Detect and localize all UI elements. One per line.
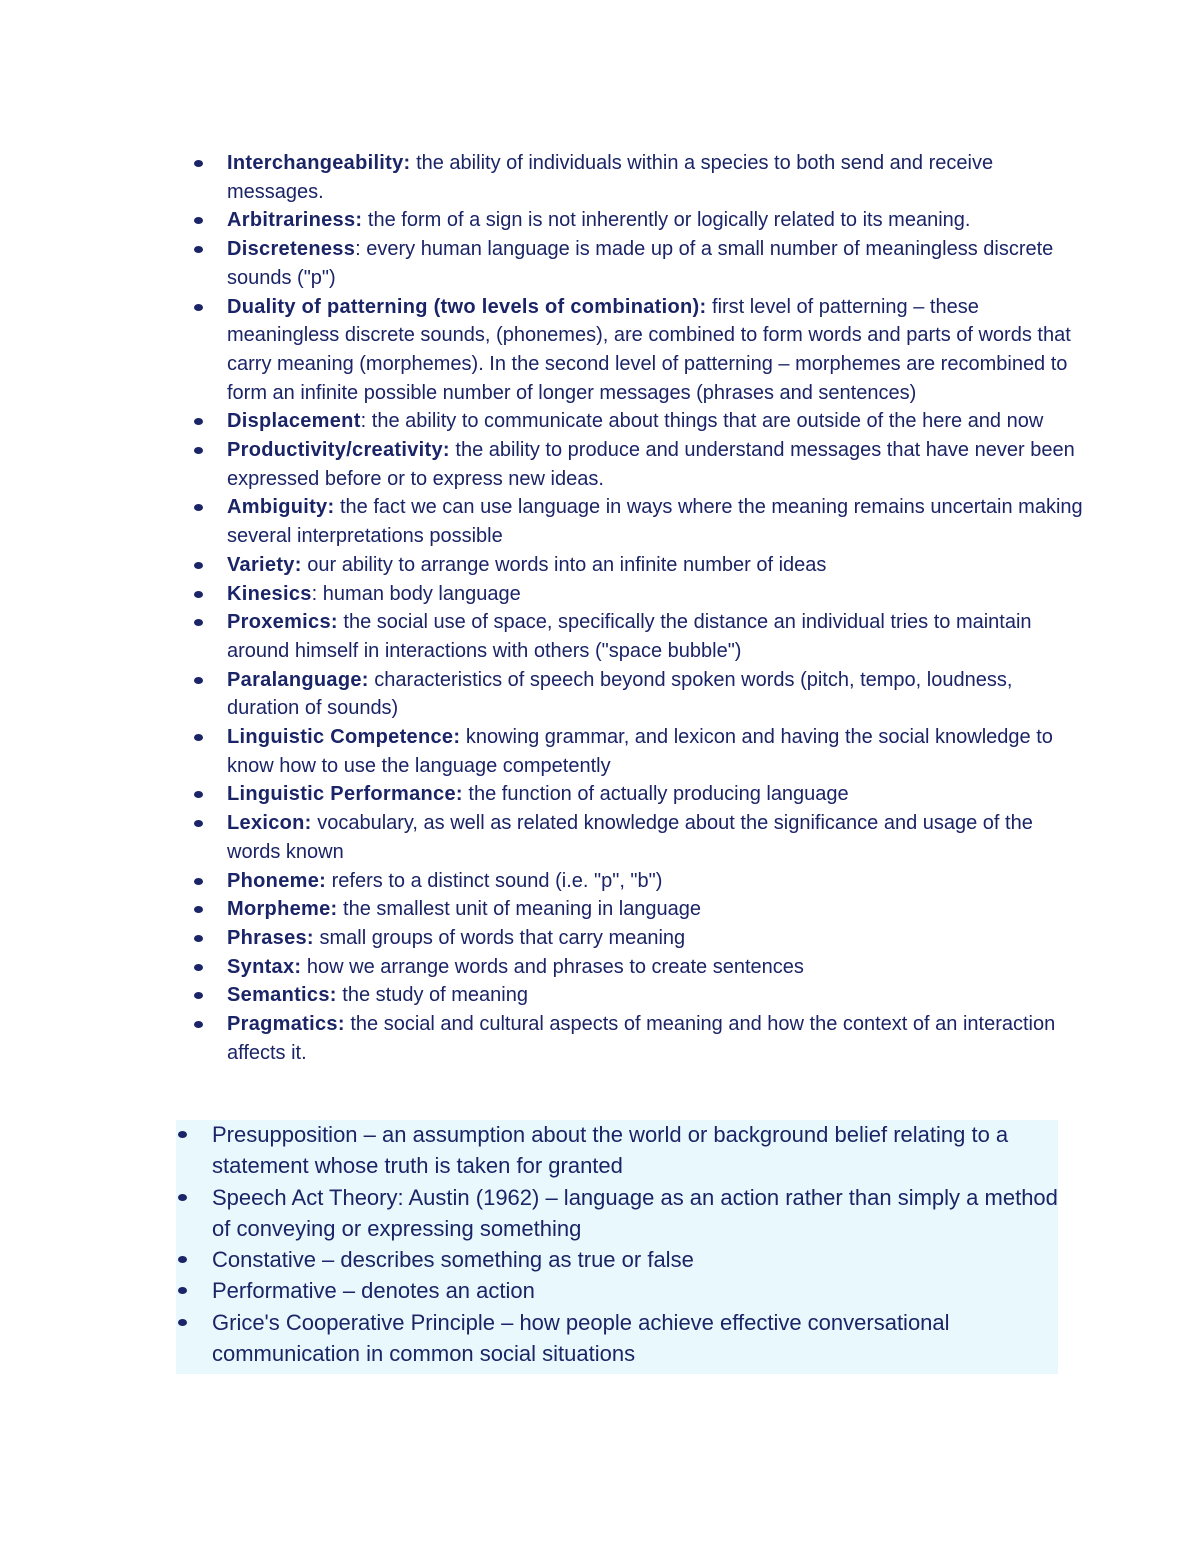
concept-text: Performative – denotes an action xyxy=(212,1278,535,1304)
list-item xyxy=(227,895,1087,924)
term-label: Linguistic Performance: xyxy=(227,783,463,806)
term-label: Phrases: xyxy=(227,926,314,949)
bullet-icon xyxy=(194,246,203,253)
term-definition: the form of a sign is not inherently or logically related to its meaning. xyxy=(362,209,971,232)
term-definition: the social and cultural aspects of meaning and how the context of an interaction affects it. xyxy=(227,1013,1056,1064)
term-definition: : human body language xyxy=(311,582,521,605)
term-definition: the social use of space, specifically the distance an individual tries to maintain around himself in interactions with others ("space bubble") xyxy=(227,611,1032,662)
term-definition: the smallest unit of meaning in language xyxy=(337,898,702,921)
term-label: Linguistic Competence: xyxy=(227,726,461,749)
term-definition: small groups of words that carry meaning xyxy=(313,926,686,949)
list-item xyxy=(227,407,1087,436)
list-item xyxy=(227,149,1087,206)
term-definition: : every human language is made up of a small number of meaningless discrete sounds ("p") xyxy=(227,238,1054,289)
bullet-icon xyxy=(194,791,203,798)
bullet-icon xyxy=(194,619,203,626)
term-label: Interchangeability: xyxy=(227,152,411,174)
list-item xyxy=(212,1275,1062,1306)
list-item xyxy=(212,1182,1062,1245)
term-label: Productivity/creativity: xyxy=(227,439,450,462)
term-label: Variety: xyxy=(227,553,302,576)
list-item xyxy=(227,924,1087,953)
term-label: Paralanguage: xyxy=(227,668,369,691)
concept-text: Grice's Cooperative Principle – how people achieve effective conversational communication in common social situations xyxy=(212,1309,950,1367)
term-definition: : the ability to communicate about things that are outside of the here and now xyxy=(360,410,1044,433)
list-item xyxy=(227,206,1087,235)
list-item xyxy=(212,1307,1062,1370)
term-definition: characteristics of speech beyond spoken words (pitch, tempo, loudness, duration of sounds) xyxy=(227,668,1013,720)
bullet-icon xyxy=(194,504,203,511)
term-label: Proxemics: xyxy=(227,611,338,634)
list-item xyxy=(227,780,1087,809)
list-item xyxy=(227,867,1087,896)
term-label: Displacement xyxy=(227,410,361,433)
term-label: Pragmatics: xyxy=(227,1013,345,1036)
bullet-icon xyxy=(194,562,203,569)
list-item xyxy=(227,953,1087,982)
list-item xyxy=(227,551,1087,580)
list-item xyxy=(227,981,1087,1010)
list-item xyxy=(227,723,1087,780)
list-item xyxy=(227,436,1087,493)
term-label: Morpheme: xyxy=(227,898,338,921)
bullet-icon xyxy=(178,1131,187,1138)
term-label: Phoneme: xyxy=(227,869,327,892)
bullet-icon xyxy=(194,677,203,684)
bullet-icon xyxy=(194,878,203,885)
list-item xyxy=(227,235,1087,292)
list-item xyxy=(212,1119,1062,1182)
term-label: Semantics: xyxy=(227,984,337,1007)
term-label: Discreteness xyxy=(227,238,356,261)
term-definition: knowing grammar, and lexicon and having the social knowledge to know how to use the language competently xyxy=(227,726,1053,777)
bullet-icon xyxy=(194,591,203,598)
term-definition: the ability to produce and understand messages that have never been expressed before or to express new ideas. xyxy=(227,439,1075,490)
bullet-icon xyxy=(194,964,203,971)
list-item xyxy=(227,608,1087,665)
concepts-list xyxy=(212,1119,1062,1369)
concept-text: Speech Act Theory: Austin (1962) – language as an action rather than simply a method of conveying or expressing something xyxy=(212,1184,1058,1241)
term-label: Duality of patterning (two levels of combination): xyxy=(227,295,707,318)
list-item xyxy=(227,493,1087,550)
list-item xyxy=(227,809,1087,866)
bullet-icon xyxy=(194,734,203,741)
list-item xyxy=(212,1244,1062,1275)
term-definition: the ability of individuals within a species to both send and receive messages. xyxy=(227,152,994,203)
bullet-icon xyxy=(194,935,203,942)
bullet-icon xyxy=(194,418,203,425)
term-definition: the fact we can use language in ways where the meaning remains uncertain making several interpretations possible xyxy=(227,496,1083,548)
term-definition: first level of patterning – these meaningless discrete sounds, (phonemes), are combined to form words and parts of words that carry meaning (morphemes). In the second level of patterning – morphemes are recombined to form an infinite possible number of longer messages (phrases and sentences) xyxy=(227,295,1071,404)
term-label: Ambiguity: xyxy=(227,496,335,519)
list-item xyxy=(227,666,1087,723)
term-label: Kinesics xyxy=(227,582,312,605)
bullet-icon xyxy=(194,447,203,454)
list-item xyxy=(227,293,1087,408)
list-item xyxy=(227,580,1087,609)
term-label: Syntax: xyxy=(227,955,302,978)
bullet-icon xyxy=(194,992,203,999)
bullet-icon xyxy=(194,1021,203,1028)
bullet-icon xyxy=(178,1194,187,1201)
term-definition: our ability to arrange words into an infinite number of ideas xyxy=(301,553,827,576)
term-definition: the study of meaning xyxy=(336,984,528,1007)
bullet-icon xyxy=(194,304,203,311)
term-definition: vocabulary, as well as related knowledge about the significance and usage of the words known xyxy=(227,812,1033,863)
term-definition: how we arrange words and phrases to create sentences xyxy=(301,955,804,978)
bullet-icon xyxy=(178,1319,187,1326)
term-label: Lexicon: xyxy=(227,812,312,835)
concept-text: Presupposition – an assumption about the world or background belief relating to a statement whose truth is taken for granted xyxy=(212,1122,1009,1179)
terms-list xyxy=(227,149,1087,1068)
list-item xyxy=(227,1010,1087,1067)
term-definition: refers to a distinct sound (i.e. "p", "b") xyxy=(326,869,663,892)
bullet-icon xyxy=(194,820,203,827)
term-definition: the function of actually producing language xyxy=(462,783,849,806)
bullet-icon xyxy=(194,160,203,167)
bullet-icon xyxy=(194,217,203,224)
term-label: Arbitrariness: xyxy=(227,209,363,232)
bullet-icon xyxy=(194,906,203,913)
concept-text: Constative – describes something as true or false xyxy=(212,1247,694,1273)
